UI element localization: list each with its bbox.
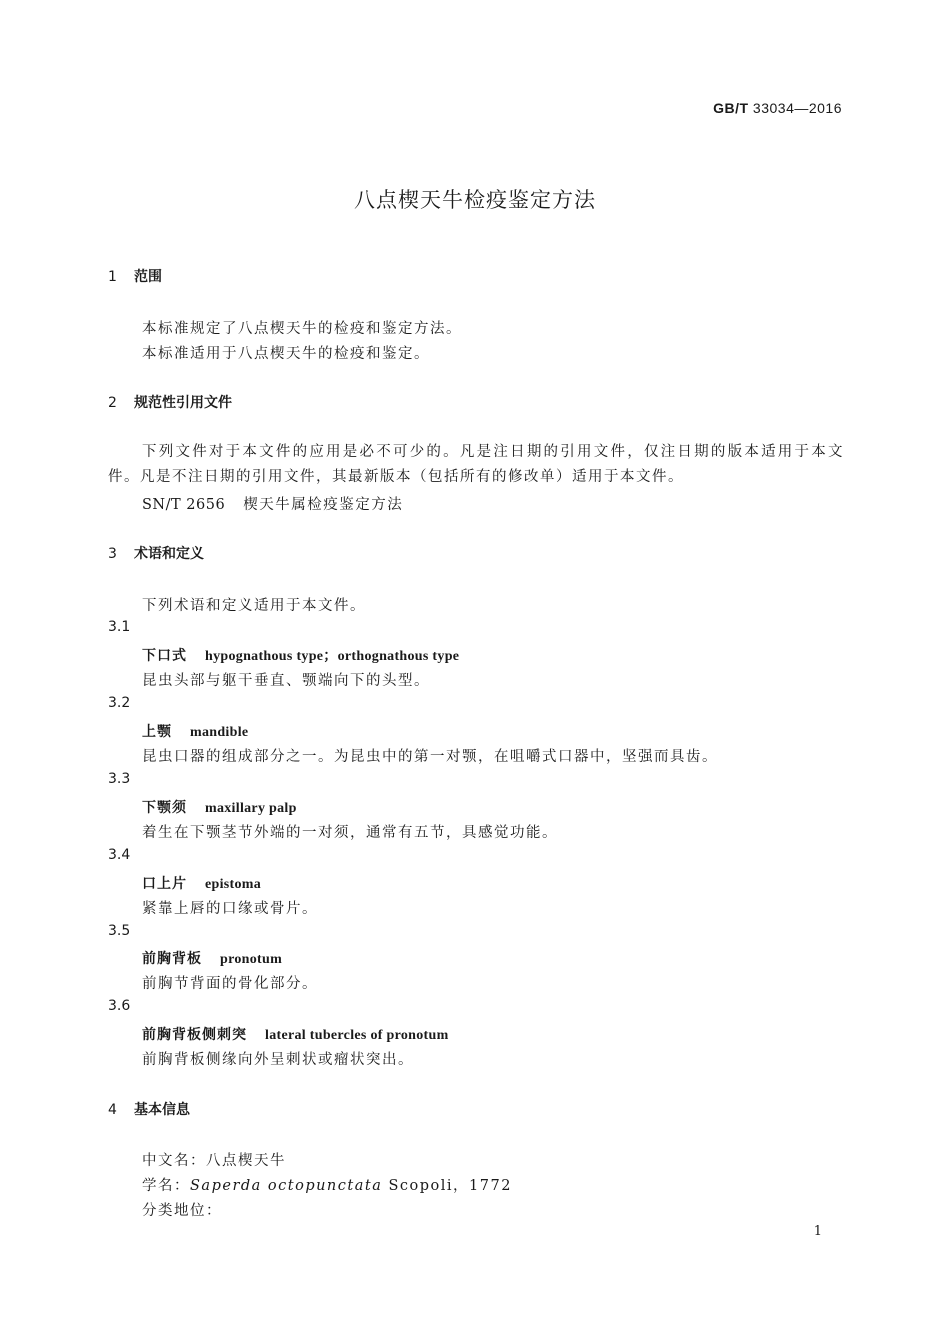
term-entry	[142, 873, 261, 893]
term-entry	[142, 797, 297, 817]
term-number: 3.5	[108, 923, 131, 939]
term-zh: 下口式	[142, 648, 187, 664]
term-entry	[142, 948, 282, 968]
section-title: 基本信息	[134, 1102, 190, 1118]
section-4-heading	[108, 1099, 190, 1119]
taxonomic-position: 分类地位：	[142, 1203, 222, 1219]
section-number: 1	[108, 269, 117, 285]
term-en: hypognathous type；orthognathous type	[205, 649, 460, 664]
section-title: 范围	[134, 269, 162, 285]
term-entry	[142, 645, 459, 665]
scientific-name-binomial: Saperda octopunctata	[190, 1178, 383, 1194]
scientific-name-author: Scopoli，1772	[382, 1178, 512, 1194]
reference-name: 楔天牛属检疫鉴定方法	[243, 497, 404, 513]
term-en: mandible	[190, 725, 249, 740]
section-title: 规范性引用文件	[134, 395, 232, 411]
term-number: 3.1	[108, 619, 131, 635]
term-number: 3.4	[108, 847, 131, 863]
chinese-name: 中文名：八点楔天牛	[142, 1153, 286, 1169]
section-1-paragraph-2: 本标准适用于八点楔天牛的检疫和鉴定。	[142, 346, 430, 362]
reference-code: SN/T 2656	[142, 497, 226, 513]
term-en: maxillary palp	[205, 801, 297, 816]
term-number: 3.2	[108, 695, 131, 711]
document-title: 八点楔天牛检疫鉴定方法	[354, 188, 596, 212]
term-entry	[142, 721, 248, 741]
term-definition: 前胸背板侧缘向外呈刺状或瘤状突出。	[142, 1052, 414, 1068]
term-zh: 下颚须	[142, 800, 187, 816]
term-definition: 紧靠上唇的口缘或骨片。	[142, 901, 318, 917]
term-definition: 着生在下颚茎节外端的一对须，通常有五节，具感觉功能。	[142, 825, 558, 841]
standard-number: 33034—2016	[752, 100, 842, 116]
section-title: 术语和定义	[134, 546, 204, 562]
page-number: 1	[813, 1224, 822, 1239]
standard-code	[713, 100, 842, 116]
section-2-paragraph: 下列文件对于本文件的应用是必不可少的。凡是注日期的引用文件，仅注日期的版本适用于本文件。凡是不注日期的引用文件，其最新版本（包括所有的修改单）适用于本文件。	[108, 444, 844, 485]
term-entry	[142, 1024, 449, 1044]
section-3-heading	[108, 543, 204, 563]
term-en: lateral tubercles of pronotum	[265, 1028, 449, 1043]
section-number: 2	[108, 395, 117, 411]
section-3-intro: 下列术语和定义适用于本文件。	[142, 598, 366, 614]
term-en: epistoma	[205, 877, 262, 892]
section-2-heading	[108, 392, 232, 412]
term-definition: 昆虫头部与躯干垂直、颚端向下的头型。	[142, 673, 430, 689]
scientific-name	[142, 1174, 512, 1195]
scientific-name-label: 学名：	[142, 1178, 190, 1194]
term-number: 3.6	[108, 998, 131, 1014]
term-definition: 昆虫口器的组成部分之一。为昆虫中的第一对颚，在咀嚼式口器中，坚强而具齿。	[142, 749, 718, 765]
standard-prefix: GB/T	[713, 100, 749, 116]
section-number: 3	[108, 546, 117, 562]
term-zh: 上颚	[142, 724, 172, 740]
term-zh: 口上片	[142, 876, 187, 892]
term-number: 3.3	[108, 771, 131, 787]
term-definition: 前胸节背面的骨化部分。	[142, 976, 318, 992]
section-1-heading	[108, 266, 162, 286]
term-zh: 前胸背板侧刺突	[142, 1027, 247, 1043]
term-zh: 前胸背板	[142, 951, 202, 967]
term-en: pronotum	[220, 952, 283, 967]
normative-reference	[142, 493, 403, 514]
section-number: 4	[108, 1102, 117, 1118]
section-1-paragraph-1: 本标准规定了八点楔天牛的检疫和鉴定方法。	[142, 321, 462, 337]
